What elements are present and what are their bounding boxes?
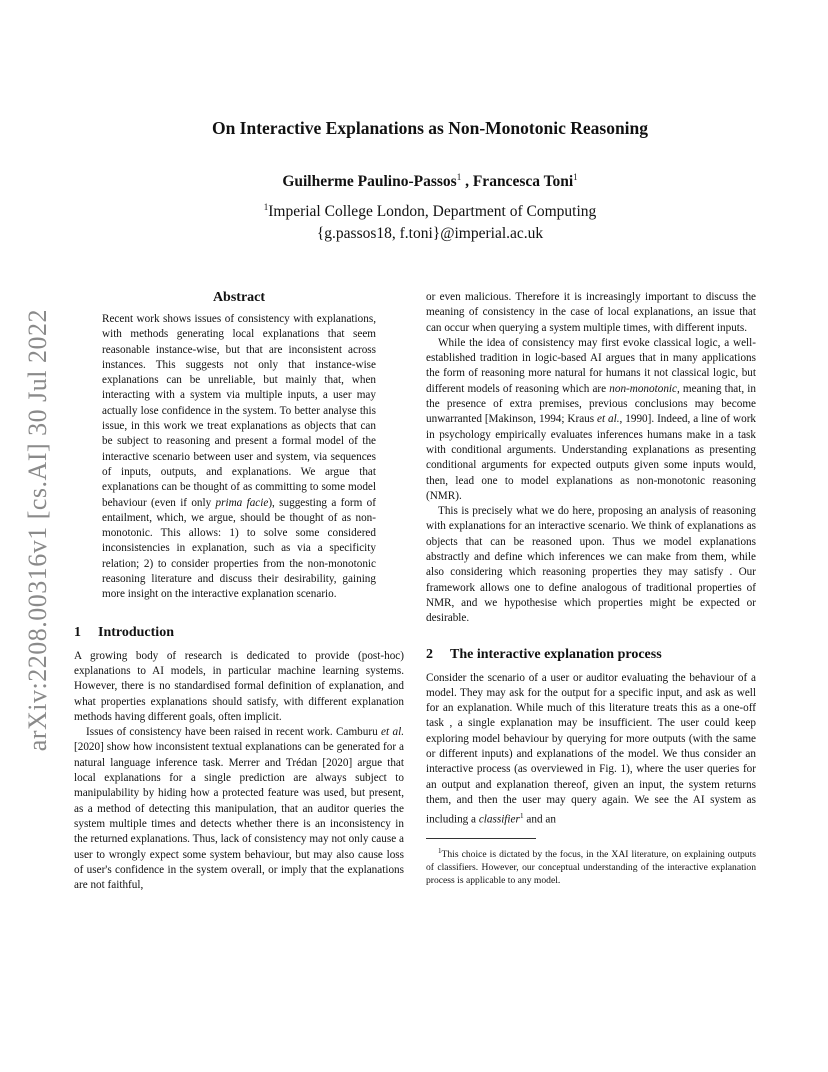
abstract-heading: Abstract [212,290,266,305]
section-heading-interactive-process [426,647,756,663]
arxiv-identifier [16,300,60,760]
paragraph-text: [2020] show how inconsistent textual explanations can be generated for a natural language inference task. Merrer and Trédan [2020] argue that local explanations for a single prediction are always subject to manipulability by hiding how a protected feature was used, but present, as a method of detecting this manipulation, that an auditor queries the system multiple times and detects whether there is an inconsistency in the returned explanations. Thus, lack of consistency may not only cause a user to wrongly expect some system behaviour, but may also cause loss of user's confidence in the system overall, or imply that the explanations are not faithful, [74,741,404,892]
footnote-text: This choice is dictated by the focus, in the XAI literature, on explaining outputs of classifiers. However, our conceptual understanding of the interactive explanation process is applicable to any model. [426,849,756,887]
affiliation-text: Imperial College London, Department of Computing [268,203,597,221]
footnote-divider [426,838,536,839]
paragraph [426,336,756,504]
abstract-text-part: ), suggesting a form of entailment, which, we argue, should be thought of as non-monotonic. This allows: 1) to solve some considered inconsistencies in explanation, such as via a specificity relation; 2) to consider properties from the non-monotonic reasoning literature and discuss their desirability, gaining more insight on the interactive explanation scenario. [102,496,376,601]
section-number: 2 [426,646,433,662]
paragraph-text: , meaning that, in the presence of extra premises, previous conclusions may become unwarranted [Makinson, 1994; Kraus [426,382,756,426]
affiliation-marker: 1 [456,172,462,182]
affiliation-line [100,196,760,223]
author-name: Francesca Toni [472,173,574,191]
author-name: Guilherme Paulino-Passos [282,173,457,191]
paragraph-emphasis: non-monotonic [609,382,677,395]
paragraph [74,725,404,893]
section-number: 1 [74,624,81,640]
paper-title: On Interactive Explanations as Non-Monotonic Reasoning [211,118,649,138]
author-separator: , [461,173,473,191]
paragraph: A growing body of research is dedicated to provide (post-hoc) explanations to AI models, in particular machine learning systems. However, there is no standardised formal definition of explanation, and what properties explanations should satisfy, with different explanation methods having different goals, often implicit. [74,649,404,723]
section-title: The interactive explanation process [450,646,662,662]
footnote-reference[interactable]: 1 [519,811,524,821]
affiliation-block [100,196,760,245]
paragraph-text: Consider the scenario of a user or auditor evaluating the behaviour of a model. They may ask for the output for a specific input, and ask as well for an explanation. While much of this literature treats this as a one-off task , a single explanation may be insufficient. The user could keep exploring model behaviour by querying for more outputs (with the same or different inputs) and explanations of the model. We thus consider an interactive process (as overviewed in Fig. 1), where the user queries for an output and explanation thereof, given an input, the system returns them, and then the user may query again. We see the AI system as including a [426,671,756,826]
affiliation-marker: 1 [263,202,269,212]
paragraph-text: Issues of consistency have been raised in recent work. Camburu [86,726,382,739]
email-line: {g.passos18, f.toni}@imperial.ac.uk [316,225,544,243]
paragraph-text: While the idea of consistency may first evoke classical logic, a well-established tradition in logic-based AI argues that in many applications the form of reasoning more natural for humans it not classical logic, but different models of reasoning which are [426,336,756,395]
paragraph-text: , 1990]. Indeed, a line of work in psychology empirically evaluates inferences humans make in a task with conditional arguments. Understanding explanations as presenting conditional arguments for expected outputs given some inputs would, then, lead one to model explanations as non-monotonic reasoning (NMR). [426,413,757,502]
paragraph-text: and an [523,813,556,826]
author-line [100,172,760,191]
paragraph-emphasis: classifier [478,813,520,826]
paragraph-emphasis: et al. [597,413,620,426]
paragraph: or even malicious. Therefore it is increasingly important to discuss the meaning of consistency in the case of local explanations, an issue that can occur when querying a system multiple times, with different inputs. [426,291,756,334]
abstract-emphasis: prima facie [215,496,269,509]
footnote [426,845,756,887]
paragraph-emphasis: et al. [381,726,404,739]
affiliation-marker: 1 [573,172,578,182]
section-heading-introduction [74,625,404,641]
right-column [426,290,756,887]
paragraph: This is precisely what we do here, proposing an analysis of reasoning with explanations for an interactive scenario. We think of explanations as objects that can be reasoned upon. Thus we model explanations abstractly and define which inferences we can make from them, while also considering which reasoning properties they may satisfy . Our framework allows one to define analogous of traditional properties of NMR, and we hypothesise which properties might be expected or desirable. [426,505,756,625]
abstract-text [102,312,376,603]
section-title: Introduction [98,624,174,640]
abstract-text-part: Recent work shows issues of consistency with explanations, with methods generating local explanations that seem reasonable instance-wise, but that are inconsistent across instances. This suggests not only that instance-wise explanations can be unreliable, but mainly that, when interacting with a system via multiple inputs, a user may actually lose confidence in the system. To better analyse this issue, in this work we treat explanations as objects that can be subject to reasoning and present a formal model of the interactive scenario between user and system, via sequences of inputs, outputs, and explanations. We argue that explanations can be thought of as committing to some model behaviour (even if only [102,313,376,509]
paragraph [426,671,756,829]
left-column [74,290,404,893]
footnote-marker: 1 [438,847,442,856]
arxiv-identifier-text: arXiv:2208.00316v1 [cs.AI] 30 Jul 2022 [23,308,52,752]
